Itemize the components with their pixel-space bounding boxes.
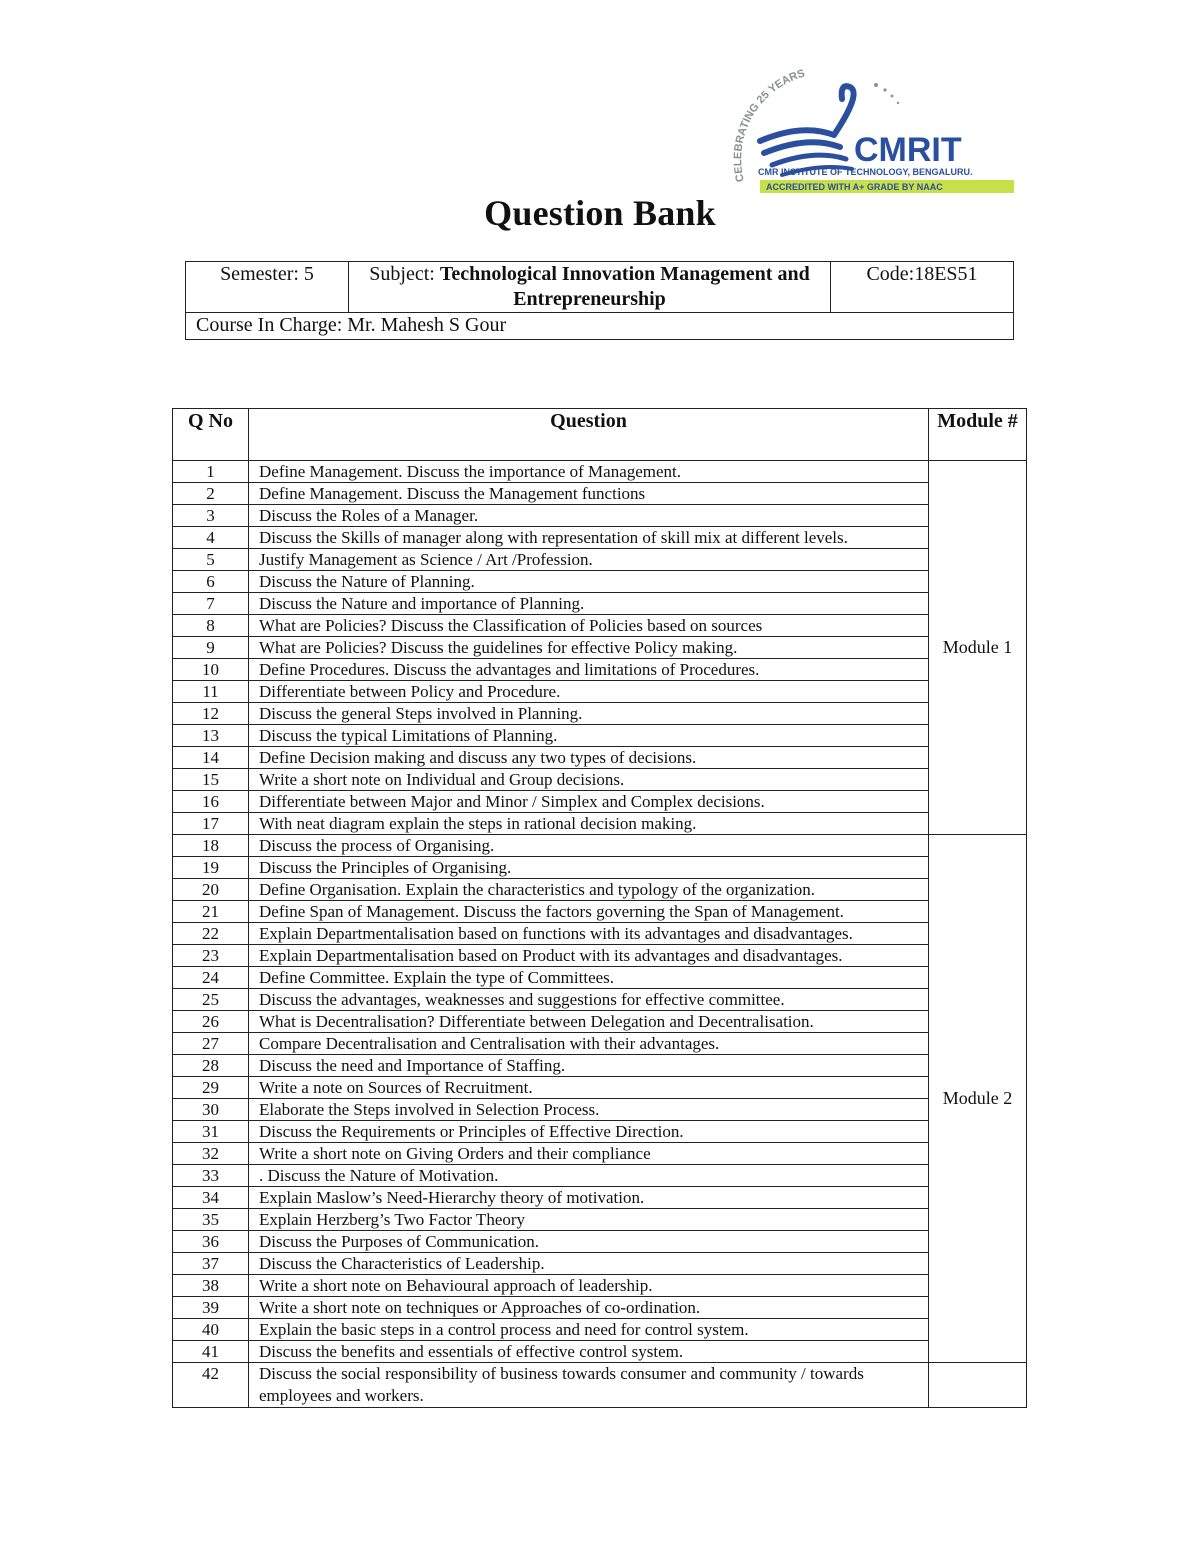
question-text: Discuss the Nature and importance of Planning. xyxy=(249,593,929,615)
question-number: 2 xyxy=(173,483,249,505)
subject-cell xyxy=(349,262,831,313)
question-number: 29 xyxy=(173,1077,249,1099)
table-row xyxy=(173,835,1027,857)
question-text: Write a note on Sources of Recruitment. xyxy=(249,1077,929,1099)
question-number: 28 xyxy=(173,1055,249,1077)
table-row xyxy=(173,725,1027,747)
question-text: Define Decision making and discuss any two types of decisions. xyxy=(249,747,929,769)
question-table-body xyxy=(173,461,1027,1408)
page-title: Question Bank xyxy=(484,193,716,233)
code-cell xyxy=(831,262,1014,313)
table-row xyxy=(173,461,1027,483)
header-qno: Q No xyxy=(173,409,249,461)
logo-arc-text: CELEBRATING 25 YEARS xyxy=(732,67,807,183)
table-row xyxy=(173,1011,1027,1033)
question-text: Write a short note on Behavioural approach of leadership. xyxy=(249,1275,929,1297)
question-text: Define Procedures. Discuss the advantages and limitations of Procedures. xyxy=(249,659,929,681)
table-row xyxy=(173,791,1027,813)
question-number: 20 xyxy=(173,879,249,901)
question-text: Define Span of Management. Discuss the factors governing the Span of Management. xyxy=(249,901,929,923)
question-number: 9 xyxy=(173,637,249,659)
question-number: 13 xyxy=(173,725,249,747)
table-row xyxy=(173,1143,1027,1165)
question-text: Explain Maslow’s Need-Hierarchy theory of motivation. xyxy=(249,1187,929,1209)
question-number: 24 xyxy=(173,967,249,989)
question-number: 4 xyxy=(173,527,249,549)
logo-institute: CMR INSTITUTE OF TECHNOLOGY, BENGALURU. xyxy=(758,167,973,177)
question-number: 34 xyxy=(173,1187,249,1209)
question-number: 35 xyxy=(173,1209,249,1231)
question-number: 27 xyxy=(173,1033,249,1055)
table-row xyxy=(173,857,1027,879)
question-number: 32 xyxy=(173,1143,249,1165)
question-text: Discuss the Principles of Organising. xyxy=(249,857,929,879)
cmrit-logo xyxy=(722,63,1016,197)
question-text: With neat diagram explain the steps in rational decision making. xyxy=(249,813,929,835)
code-value: 18ES51 xyxy=(914,263,978,285)
question-text: What are Policies? Discuss the guidelines for effective Policy making. xyxy=(249,637,929,659)
question-text: What is Decentralisation? Differentiate between Delegation and Decentralisation. xyxy=(249,1011,929,1033)
table-row xyxy=(173,1055,1027,1077)
question-text: Define Management. Discuss the Management functions xyxy=(249,483,929,505)
question-number: 18 xyxy=(173,835,249,857)
table-row xyxy=(173,901,1027,923)
table-row xyxy=(173,1297,1027,1319)
table-row xyxy=(173,1341,1027,1363)
question-number: 21 xyxy=(173,901,249,923)
question-number: 19 xyxy=(173,857,249,879)
question-number: 30 xyxy=(173,1099,249,1121)
question-number: 26 xyxy=(173,1011,249,1033)
table-row xyxy=(173,1033,1027,1055)
table-row xyxy=(173,637,1027,659)
question-number: 25 xyxy=(173,989,249,1011)
table-row xyxy=(173,1231,1027,1253)
question-number: 8 xyxy=(173,615,249,637)
question-text: Discuss the general Steps involved in Planning. xyxy=(249,703,929,725)
logo-brand: CMRIT xyxy=(854,131,962,169)
question-text: Explain Departmentalisation based on functions with its advantages and disadvantages. xyxy=(249,923,929,945)
question-text: What are Policies? Discuss the Classification of Policies based on sources xyxy=(249,615,929,637)
table-row xyxy=(173,1121,1027,1143)
question-number: 41 xyxy=(173,1341,249,1363)
question-text: Discuss the Roles of a Manager. xyxy=(249,505,929,527)
table-row xyxy=(173,967,1027,989)
question-text: Explain the basic steps in a control process and need for control system. xyxy=(249,1319,929,1341)
question-text: . Discuss the Nature of Motivation. xyxy=(249,1165,929,1187)
logo-swan-icon xyxy=(760,86,854,175)
module-2-cell: Module 2 xyxy=(929,835,1027,1363)
subject-label: Subject: xyxy=(369,263,440,285)
question-number: 15 xyxy=(173,769,249,791)
question-table-header xyxy=(173,409,1027,461)
question-text: Discuss the Purposes of Communication. xyxy=(249,1231,929,1253)
question-number: 38 xyxy=(173,1275,249,1297)
question-number: 16 xyxy=(173,791,249,813)
question-number: 40 xyxy=(173,1319,249,1341)
question-number: 22 xyxy=(173,923,249,945)
table-row xyxy=(173,483,1027,505)
module-1-cell: Module 1 xyxy=(929,461,1027,835)
question-number: 10 xyxy=(173,659,249,681)
table-row xyxy=(173,681,1027,703)
table-row xyxy=(173,1319,1027,1341)
question-number: 7 xyxy=(173,593,249,615)
question-text: Elaborate the Steps involved in Selection Process. xyxy=(249,1099,929,1121)
question-text: Explain Herzberg’s Two Factor Theory xyxy=(249,1209,929,1231)
question-text: Write a short note on techniques or Approaches of co-ordination. xyxy=(249,1297,929,1319)
question-text: Define Organisation. Explain the characteristics and typology of the organization. xyxy=(249,879,929,901)
question-text: Discuss the social responsibility of business towards consumer and community / towards employees and workers. xyxy=(249,1363,929,1408)
table-row xyxy=(173,1099,1027,1121)
question-text: Compare Decentralisation and Centralisation with their advantages. xyxy=(249,1033,929,1055)
question-text: Discuss the Skills of manager along with representation of skill mix at different levels. xyxy=(249,527,929,549)
table-row xyxy=(173,659,1027,681)
module-empty-cell xyxy=(929,1363,1027,1408)
question-number: 5 xyxy=(173,549,249,571)
course-info-table xyxy=(185,261,1014,340)
question-text: Differentiate between Policy and Procedure. xyxy=(249,681,929,703)
question-text: Discuss the Requirements or Principles of Effective Direction. xyxy=(249,1121,929,1143)
table-row xyxy=(173,505,1027,527)
table-row xyxy=(173,1187,1027,1209)
question-text: Write a short note on Giving Orders and their compliance xyxy=(249,1143,929,1165)
table-row xyxy=(173,923,1027,945)
question-text: Discuss the advantages, weaknesses and suggestions for effective committee. xyxy=(249,989,929,1011)
table-row xyxy=(173,593,1027,615)
question-number: 12 xyxy=(173,703,249,725)
question-text: Define Management. Discuss the importance of Management. xyxy=(249,461,929,483)
question-text: Explain Departmentalisation based on Product with its advantages and disadvantages. xyxy=(249,945,929,967)
logo-stars xyxy=(874,83,899,104)
question-number: 14 xyxy=(173,747,249,769)
question-number: 1 xyxy=(173,461,249,483)
question-text: Discuss the need and Importance of Staffing. xyxy=(249,1055,929,1077)
question-number: 6 xyxy=(173,571,249,593)
table-row xyxy=(173,769,1027,791)
question-number: 36 xyxy=(173,1231,249,1253)
course-in-charge-row xyxy=(186,313,1014,340)
course-in-charge: Course In Charge: Mr. Mahesh S Gour xyxy=(186,313,1014,340)
semester-cell: Semester: 5 xyxy=(186,262,349,313)
question-number: 33 xyxy=(173,1165,249,1187)
table-row xyxy=(173,1363,1027,1408)
question-number: 11 xyxy=(173,681,249,703)
table-row xyxy=(173,747,1027,769)
question-number: 23 xyxy=(173,945,249,967)
subject-value: Technological Innovation Management and Entrepreneurship xyxy=(439,263,810,310)
question-number: 17 xyxy=(173,813,249,835)
code-label: Code: xyxy=(866,263,915,285)
question-table xyxy=(172,408,1027,1408)
table-row xyxy=(173,1165,1027,1187)
question-text: Discuss the benefits and essentials of effective control system. xyxy=(249,1341,929,1363)
table-row xyxy=(173,1209,1027,1231)
question-text: Write a short note on Individual and Group decisions. xyxy=(249,769,929,791)
table-row xyxy=(173,1077,1027,1099)
question-number: 3 xyxy=(173,505,249,527)
table-row xyxy=(173,549,1027,571)
question-number: 31 xyxy=(173,1121,249,1143)
table-row xyxy=(173,813,1027,835)
question-text: Discuss the typical Limitations of Planning. xyxy=(249,725,929,747)
question-text: Discuss the process of Organising. xyxy=(249,835,929,857)
question-text: Differentiate between Major and Minor / Simplex and Complex decisions. xyxy=(249,791,929,813)
table-row xyxy=(173,1275,1027,1297)
cmrit-logo-graphic xyxy=(722,63,1016,197)
table-row xyxy=(173,615,1027,637)
logo-accreditation: ACCREDITED WITH A+ GRADE BY NAAC xyxy=(766,182,943,192)
table-row xyxy=(173,1253,1027,1275)
table-row xyxy=(173,571,1027,593)
table-row xyxy=(173,879,1027,901)
question-number: 42 xyxy=(173,1363,249,1408)
question-text: Define Committee. Explain the type of Committees. xyxy=(249,967,929,989)
question-text: Discuss the Characteristics of Leadership. xyxy=(249,1253,929,1275)
question-text: Justify Management as Science / Art /Profession. xyxy=(249,549,929,571)
question-number: 39 xyxy=(173,1297,249,1319)
question-text: Discuss the Nature of Planning. xyxy=(249,571,929,593)
course-info-row xyxy=(186,262,1014,313)
table-row xyxy=(173,945,1027,967)
table-row xyxy=(173,703,1027,725)
table-row xyxy=(173,527,1027,549)
table-row xyxy=(173,989,1027,1011)
header-question: Question xyxy=(249,409,929,461)
header-module: Module # xyxy=(929,409,1027,461)
question-number: 37 xyxy=(173,1253,249,1275)
